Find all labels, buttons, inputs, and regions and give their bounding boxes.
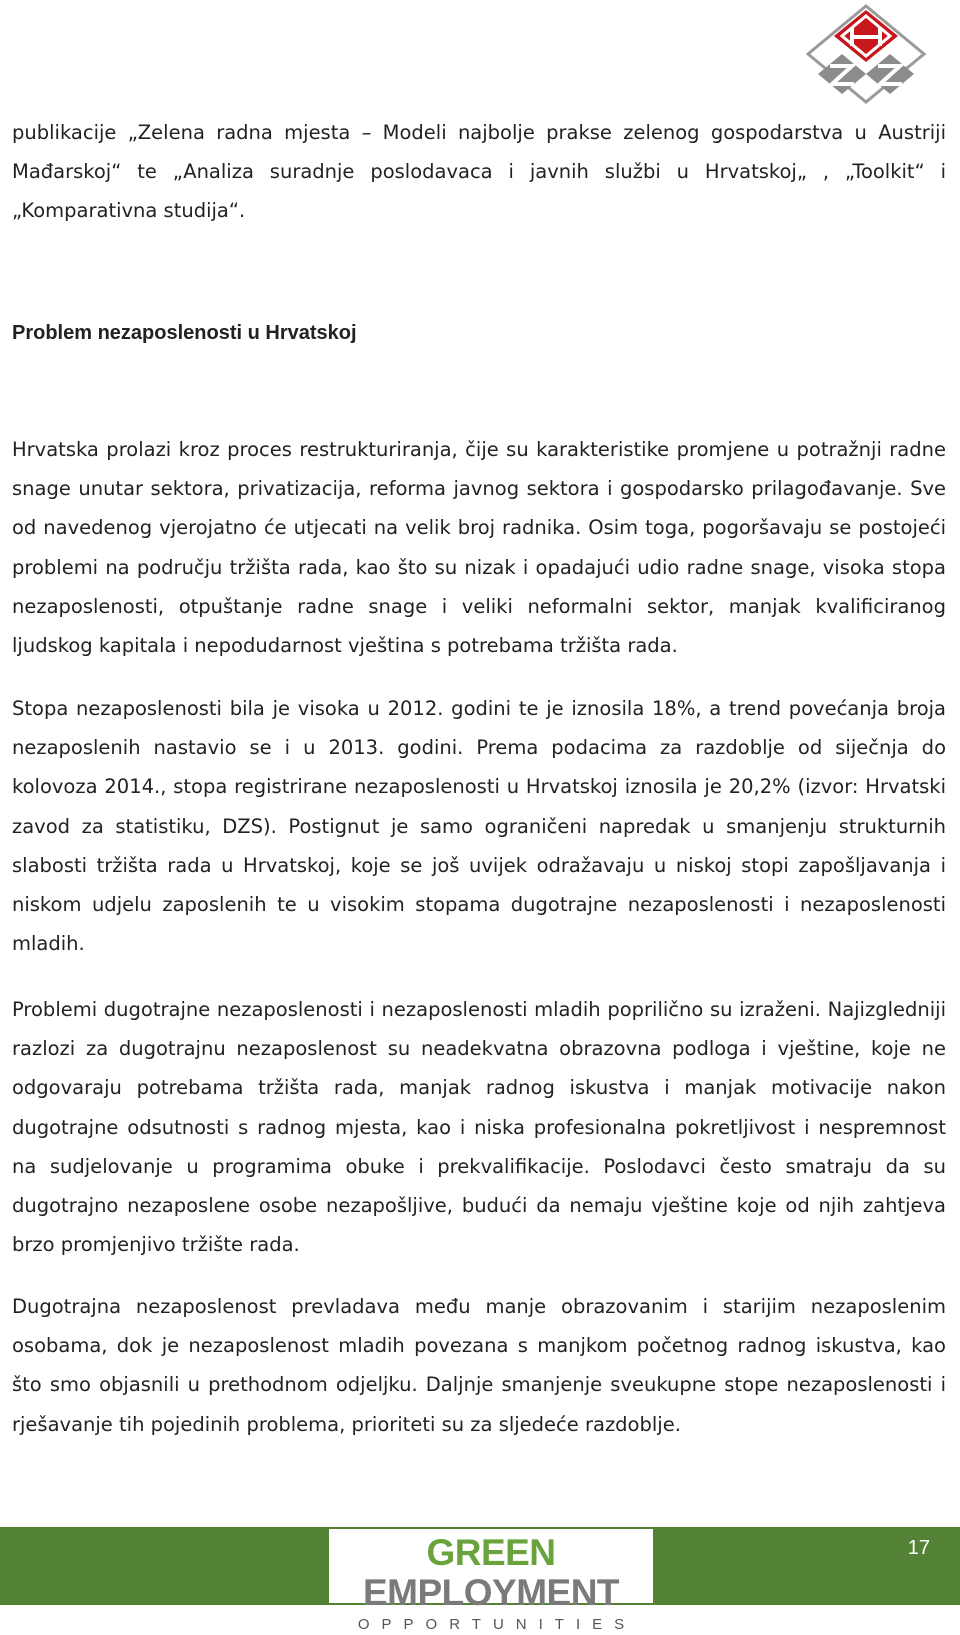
paragraph-priorities: Dugotrajna nezaposlenost prevladava među manje obrazovanim i starijim nezaposlenim osobama, dok je nezaposlenost mladih povezana s manjkom početnog radnog iskustva, kao što smo objasnili u prethodnom odjeljku. Daljnje smanjenje sveukupne stope nezaposlenosti i rješavanje tih pojedinih problema, prioriteti su za sljedeće razdoblje. <box>12 1295 946 1436</box>
paragraph-intro: publikacije „Zelena radna mjesta – Modeli najbolje prakse zelenog gospodarstva u Austriji Mađarskoj“ te „Analiza suradnje poslodavaca i javnih službi u Hrvatskoj„ , „Toolkit“ i „Komparativna studija“. <box>12 121 946 223</box>
paragraph-long-term-unemployment: Problemi dugotrajne nezaposlenosti i nezaposlenosti mladih poprilično su izraženi. Najizgledniji razlozi za dugotrajnu nezaposlenost su neadekvatna obrazovna podloga i vještine, koje ne odgovaraju potrebama tržišta rada, manjak radnog iskustva i manjak motivacije nakon dugotrajne odsutnosti s radnog mjesta, kao i niska profesionalna pokretljivost i nespremnost na sudjelovanje u programima obuke i prekvalifikacije. Poslodavci često smatraju da su dugotrajno nezaposlene osobe nezapošljive, budući da nemaju vještine koje od njih zahtjeva brzo promjenjivo tržište rada. <box>12 998 946 1257</box>
hzz-logo-icon <box>806 2 946 108</box>
paragraph-unemployment-rate: Stopa nezaposlenosti bila je visoka u 2012. godini te je iznosila 18%, a trend povećanja broja nezaposlenih nastavio se i u 2013. godini. Prema podacima za razdoblje od siječnja do kolovoza 2014., stopa registrirane nezaposlenosti u Hrvatskoj iznosila je 20,2% (izvor: Hrvatski zavod za statistiku, DZS). Postignut je samo ograničeni napredak u smanjenju strukturnih slabosti tržišta rada u Hrvatskoj, koje se još uvijek odražavaju u niskoj stopi zapošljavanja i niskom udjelu zaposlenih te u visokim stopama dugotrajne nezaposlenosti i nezaposlenosti mladih. <box>12 697 946 956</box>
brand-word-green: GREEN <box>426 1532 556 1573</box>
brand-word-employment: EMPLOYMENT <box>362 1572 620 1613</box>
brand-subtitle: OPPORTUNITIES <box>357 1616 637 1633</box>
section-heading: Problem nezaposlenosti u Hrvatskoj <box>12 322 357 344</box>
brand-title <box>329 1533 653 1613</box>
green-employment-logo <box>329 1529 653 1633</box>
page-number: 17 <box>907 1537 930 1559</box>
page-footer <box>0 1527 960 1633</box>
paragraph-restructuring: Hrvatska prolazi kroz proces restrukturiranja, čije su karakteristike promjene u potražnji radne snage unutar sektora, privatizacija, reforma javnog sektora i gospodarsko prilagođavanje. Sve od navedenog vjerojatno će utjecati na velik broj radnika. Osim toga, pogoršavaju se postojeći problemi na području tržišta rada, kao što su nizak i opadajući udio radne snage, visoka stopa nezaposlenosti, otpuštanje radne snage i veliki neformalni sektor, manjak kvalificiranog ljudskog kapitala i nepodudarnost vještina s potrebama tržišta rada. <box>12 438 946 658</box>
